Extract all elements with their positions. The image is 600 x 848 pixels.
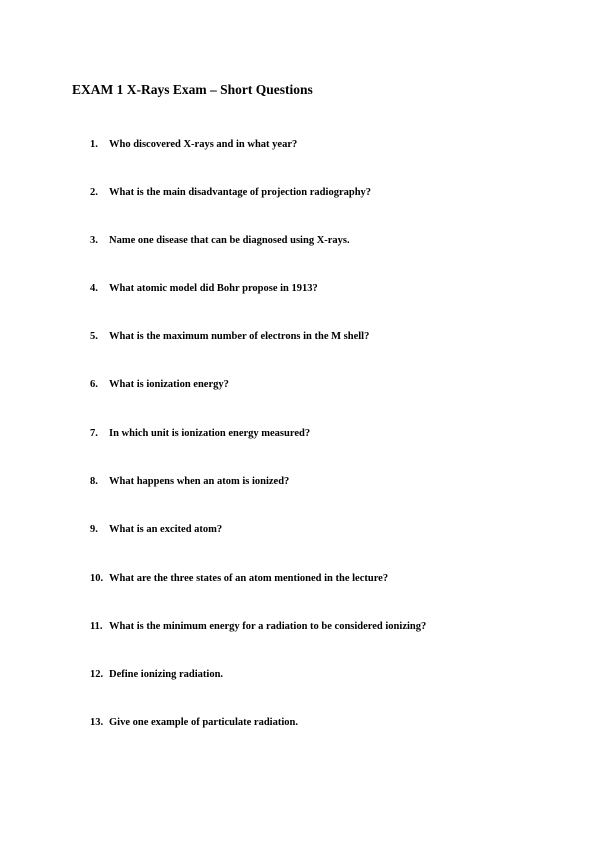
question-text: What is the minimum energy for a radiation to be considered ionizing? bbox=[109, 621, 427, 632]
question-text: What atomic model did Bohr propose in 1913? bbox=[109, 283, 318, 294]
question-number: 6. bbox=[90, 379, 98, 390]
question-text: What is the main disadvantage of projection radiography? bbox=[109, 187, 372, 198]
question-text: What are the three states of an atom mentioned in the lecture? bbox=[109, 573, 389, 584]
question-number: 5. bbox=[90, 331, 98, 342]
question-number: 9. bbox=[90, 524, 98, 535]
question-number: 3. bbox=[90, 235, 98, 246]
question-text: What is an excited atom? bbox=[109, 524, 223, 535]
question-number: 12. bbox=[90, 669, 104, 680]
question-number: 4. bbox=[90, 283, 98, 294]
question-number: 11. bbox=[90, 621, 103, 632]
question-number: 1. bbox=[90, 139, 98, 150]
question-text: Define ionizing radiation. bbox=[109, 669, 224, 680]
question-number: 10. bbox=[90, 573, 104, 584]
question-text: Who discovered X-rays and in what year? bbox=[109, 139, 298, 150]
question-text: In which unit is ionization energy measured? bbox=[109, 428, 311, 439]
question-number: 13. bbox=[90, 717, 104, 728]
question-number: 7. bbox=[90, 428, 98, 439]
question-text: What is the maximum number of electrons in the M shell? bbox=[109, 331, 370, 342]
question-number: 2. bbox=[90, 187, 98, 198]
question-text: Name one disease that can be diagnosed using X-rays. bbox=[109, 235, 350, 246]
question-text: Give one example of particulate radiation. bbox=[109, 717, 298, 728]
question-number: 8. bbox=[90, 476, 98, 487]
page-title: EXAM 1 X-Rays Exam – Short Questions bbox=[72, 82, 313, 97]
question-text: What happens when an atom is ionized? bbox=[109, 476, 290, 487]
question-text: What is ionization energy? bbox=[109, 379, 229, 390]
